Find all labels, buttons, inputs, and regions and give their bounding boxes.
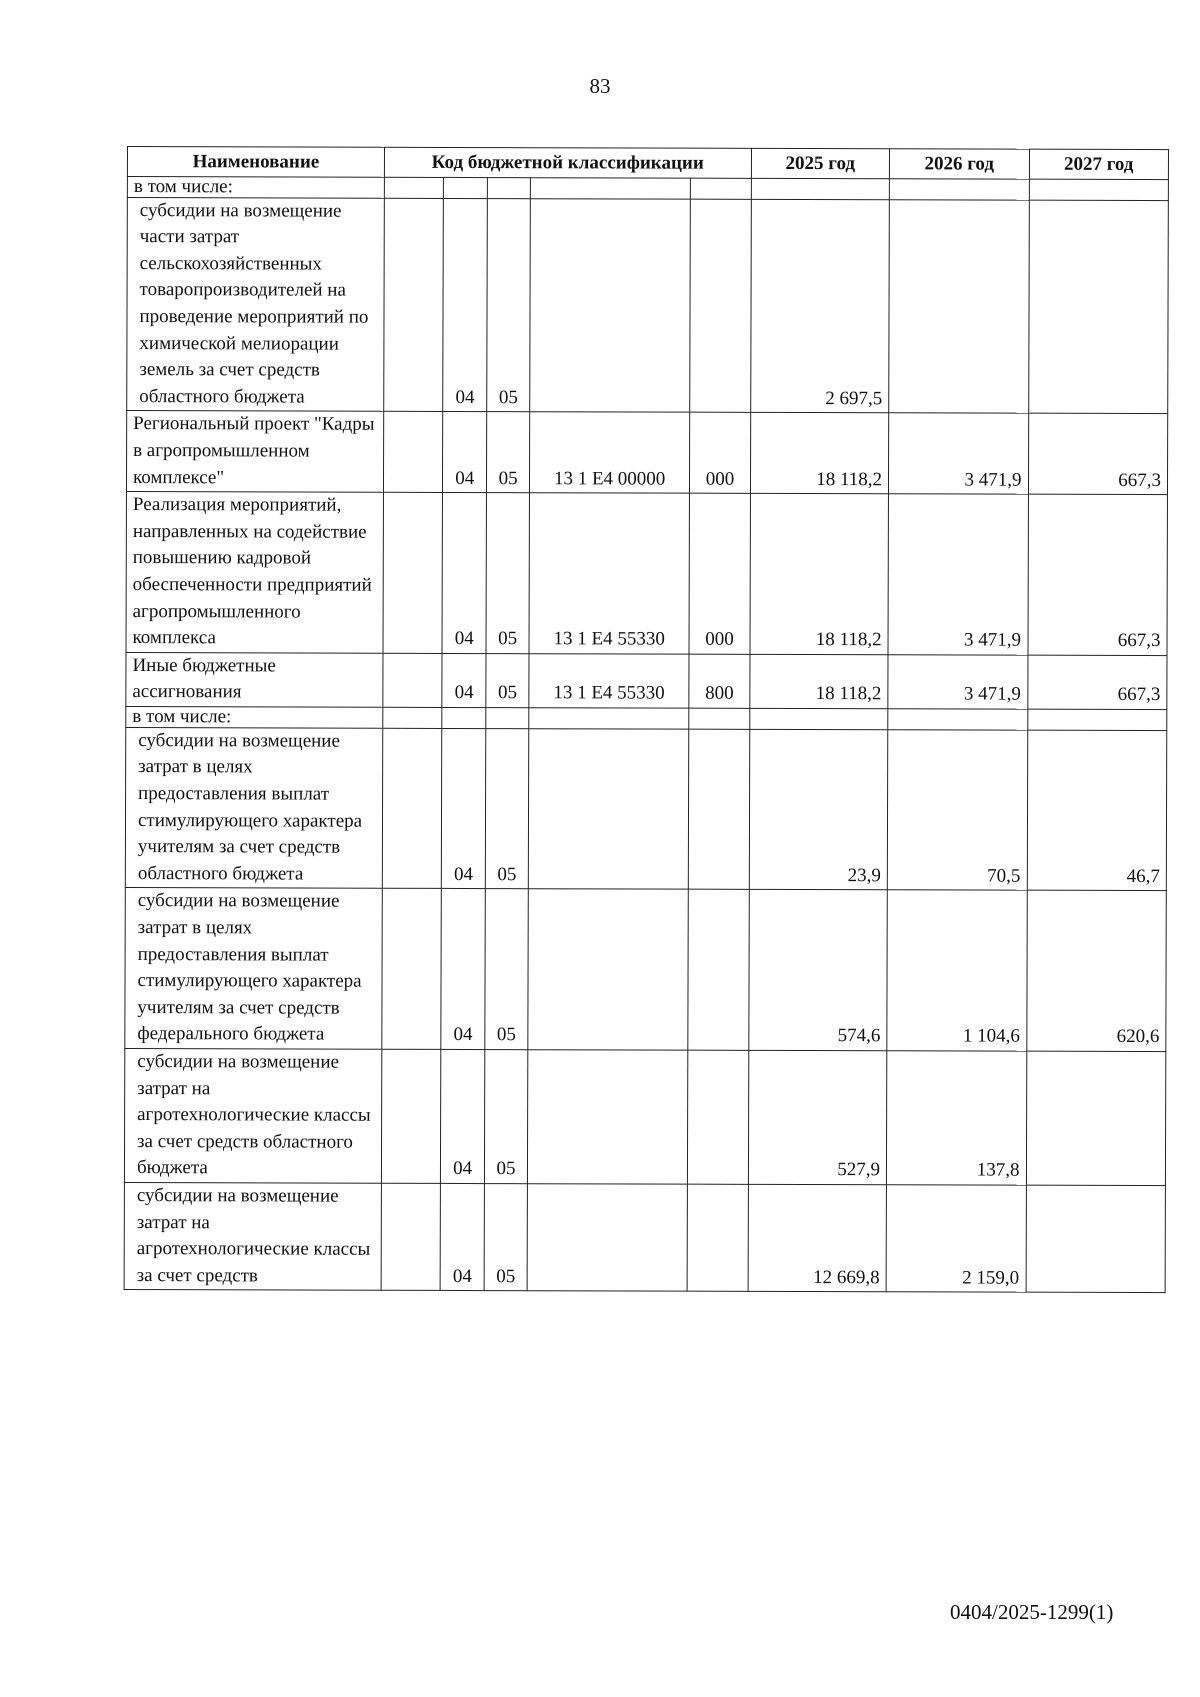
code-section bbox=[444, 177, 488, 198]
value-2025: 12 669,8 bbox=[748, 1184, 887, 1292]
value-2025: 18 118,2 bbox=[750, 493, 889, 654]
code-expense-type bbox=[689, 708, 749, 729]
header-2025: 2025 год bbox=[751, 148, 889, 178]
row-name: субсидии на возмещение затрат в целях предоставления выплат стимулирующего характера учителям за счет средств областного бюджета bbox=[125, 727, 382, 888]
code-section: 04 bbox=[443, 198, 488, 412]
value-2027: 667,3 bbox=[1027, 494, 1167, 655]
code-subsection: 05 bbox=[485, 728, 528, 889]
code-expense-type: 800 bbox=[689, 654, 750, 708]
code-admin bbox=[384, 177, 443, 198]
code-subsection: 05 bbox=[487, 412, 530, 493]
row-name: субсидии на возмещение затрат на агротехнологические классы за счет средств областного бюджета bbox=[124, 1048, 381, 1183]
code-admin bbox=[382, 728, 442, 889]
table-row bbox=[127, 197, 1169, 414]
row-name: субсидии на возмещение части затрат сельскохозяйственных товаропроизводителей на проведение мероприятий по химической мелиорации земель за счет средств областного бюджета bbox=[127, 197, 385, 412]
row-name: в том числе: bbox=[127, 176, 384, 198]
value-2025 bbox=[749, 708, 887, 729]
table-row bbox=[125, 888, 1166, 1052]
header-2027: 2027 год bbox=[1029, 149, 1169, 179]
table-body bbox=[124, 176, 1168, 1293]
value-2025: 23,9 bbox=[749, 729, 888, 890]
code-section: 04 bbox=[442, 493, 486, 654]
header-code: Код бюджетной классификации bbox=[384, 147, 751, 178]
code-subsection bbox=[486, 707, 529, 728]
code-target bbox=[527, 1050, 688, 1184]
code-expense-type bbox=[690, 199, 751, 413]
page-number: 83 bbox=[589, 74, 611, 98]
value-2027 bbox=[1026, 1051, 1166, 1185]
value-2025 bbox=[751, 178, 889, 199]
table-row bbox=[126, 411, 1167, 495]
value-2025: 527,9 bbox=[748, 1050, 887, 1184]
header-name: Наименование bbox=[127, 147, 384, 177]
code-section: 04 bbox=[441, 889, 485, 1050]
value-2025: 18 118,2 bbox=[750, 413, 889, 494]
code-section: 04 bbox=[443, 412, 487, 493]
code-section: 04 bbox=[442, 728, 486, 889]
table-row bbox=[124, 1182, 1165, 1292]
code-subsection: 05 bbox=[484, 1184, 527, 1292]
code-section: 04 bbox=[440, 1183, 484, 1291]
value-2026 bbox=[889, 178, 1029, 199]
code-target: 13 1 E4 55330 bbox=[529, 653, 689, 708]
code-target: 13 1 E4 00000 bbox=[529, 412, 690, 493]
code-admin bbox=[383, 653, 442, 707]
code-target bbox=[527, 1184, 688, 1292]
value-2027 bbox=[1026, 1185, 1166, 1293]
value-2027 bbox=[1029, 179, 1169, 200]
value-2026: 1 104,6 bbox=[887, 890, 1027, 1051]
code-expense-type bbox=[688, 890, 749, 1051]
code-expense-type bbox=[688, 1050, 749, 1184]
code-admin bbox=[384, 198, 444, 412]
row-name: Реализация мероприятий, направленных на содействие повышению кадровой обеспеченности предприятий агропромышленного комплекса bbox=[126, 492, 383, 653]
value-2025: 574,6 bbox=[749, 890, 888, 1051]
value-2027 bbox=[1028, 200, 1168, 414]
code-subsection: 05 bbox=[486, 653, 529, 707]
code-expense-type bbox=[691, 178, 751, 199]
table-header-row bbox=[127, 147, 1168, 180]
row-name: Иные бюджетные ассигнования bbox=[126, 652, 383, 707]
value-2027: 46,7 bbox=[1027, 730, 1167, 891]
code-expense-type bbox=[689, 729, 750, 890]
value-2027 bbox=[1027, 709, 1167, 730]
code-admin bbox=[383, 492, 443, 653]
code-target bbox=[530, 177, 690, 198]
code-section bbox=[442, 707, 486, 728]
code-subsection bbox=[488, 177, 531, 198]
code-subsection: 05 bbox=[486, 493, 529, 654]
header-2026: 2026 год bbox=[889, 149, 1029, 179]
budget-table bbox=[124, 146, 1169, 1293]
code-target bbox=[529, 708, 689, 729]
code-target bbox=[528, 889, 689, 1050]
code-admin bbox=[381, 1183, 441, 1291]
code-section: 04 bbox=[441, 1049, 485, 1183]
value-2026: 137,8 bbox=[886, 1051, 1026, 1185]
row-name: субсидии на возмещение затрат на агротехнологические классы за счет средств bbox=[124, 1182, 381, 1290]
code-expense-type: 000 bbox=[690, 413, 751, 494]
code-admin bbox=[383, 707, 442, 728]
code-admin bbox=[382, 889, 442, 1050]
table-row bbox=[126, 652, 1167, 709]
value-2027: 667,3 bbox=[1027, 655, 1167, 710]
code-expense-type: 000 bbox=[689, 493, 750, 654]
row-name: субсидии на возмещение затрат в целях предоставления выплат стимулирующего характера учителям за счет средств федерального бюджета bbox=[125, 888, 382, 1049]
row-name: Региональный проект "Кадры в агропромышленном комплексе" bbox=[126, 411, 383, 493]
code-section: 04 bbox=[442, 653, 486, 707]
document-code: 0404/2025-1299(1) bbox=[950, 1600, 1114, 1624]
value-2026: 3 471,9 bbox=[888, 654, 1028, 709]
table-row bbox=[124, 1048, 1165, 1185]
value-2026: 70,5 bbox=[887, 730, 1027, 891]
code-subsection: 05 bbox=[487, 198, 530, 412]
code-target bbox=[530, 198, 691, 412]
code-admin bbox=[381, 1049, 441, 1183]
value-2027: 667,3 bbox=[1028, 414, 1168, 495]
value-2027: 620,6 bbox=[1026, 891, 1166, 1052]
value-2026: 3 471,9 bbox=[888, 494, 1028, 655]
value-2026: 2 159,0 bbox=[886, 1185, 1026, 1293]
value-2026 bbox=[889, 199, 1029, 413]
row-name: в том числе: bbox=[126, 706, 383, 728]
code-subsection: 05 bbox=[485, 889, 528, 1050]
value-2026 bbox=[888, 709, 1028, 730]
code-target: 13 1 E4 55330 bbox=[529, 493, 690, 654]
value-2025: 2 697,5 bbox=[750, 199, 889, 413]
value-2025: 18 118,2 bbox=[750, 654, 889, 709]
code-admin bbox=[383, 412, 443, 493]
value-2026: 3 471,9 bbox=[889, 413, 1029, 494]
code-expense-type bbox=[687, 1184, 748, 1292]
code-subsection: 05 bbox=[485, 1050, 528, 1184]
table-row bbox=[126, 492, 1167, 656]
code-target bbox=[528, 729, 689, 890]
table-row bbox=[125, 727, 1166, 891]
